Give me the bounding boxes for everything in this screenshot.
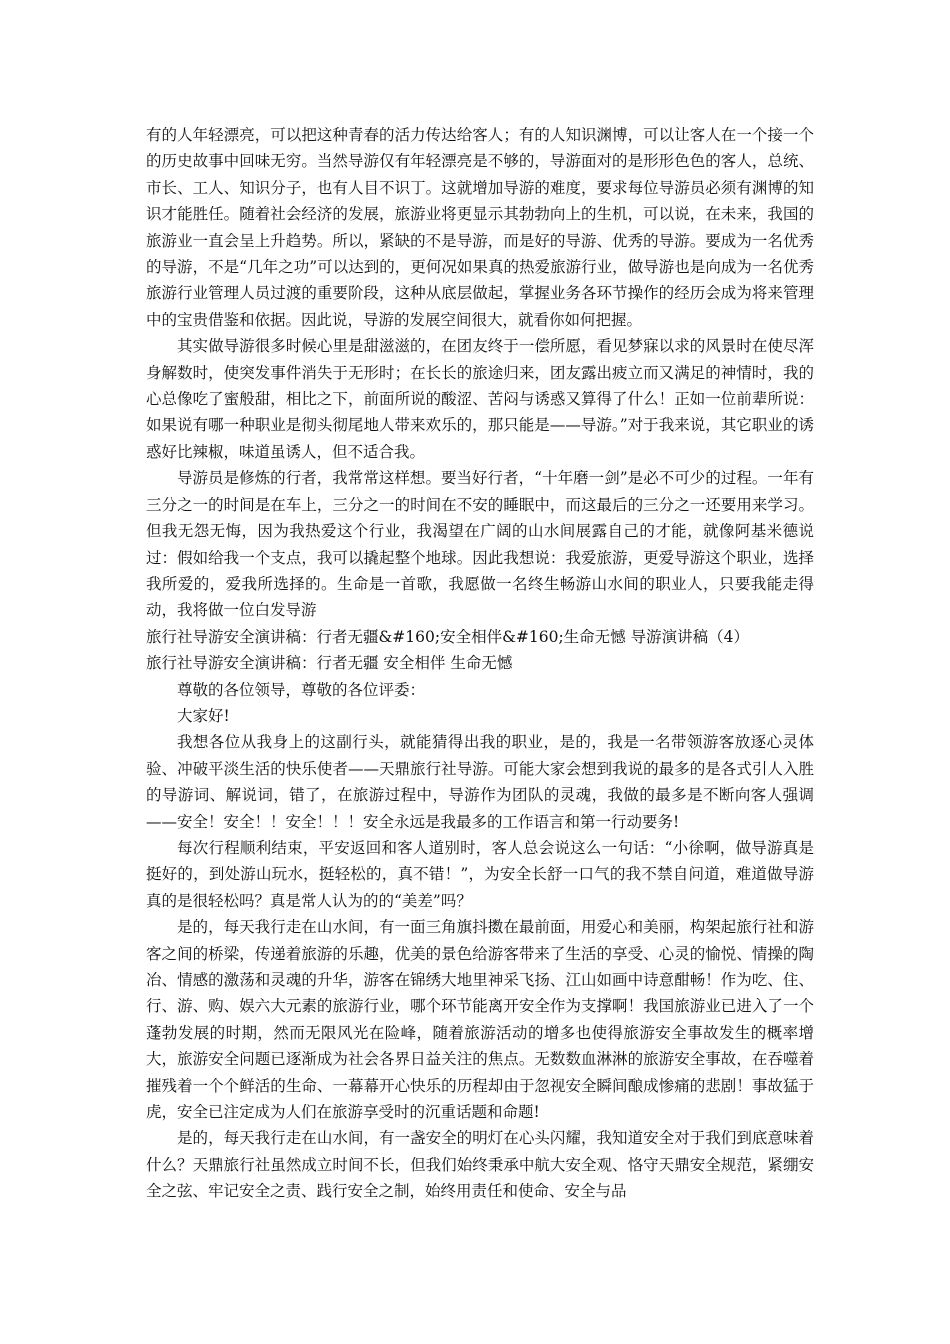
speech-title: 旅行社导游安全演讲稿：行者无疆 安全相伴 生命无憾 — [146, 654, 513, 673]
paragraph-safety-lamp: 是的，每天我行走在山水间，有一盏安全的明灯在心头闪耀，我知道安全对于我们到底意味着什么？天鼎旅行社虽然成立时间不长，但我们始终秉承中航大安全观、恪守天鼎安全规范，紧绷安全之弦、牢记安全之责、践行安全之制，始终用责任和使命、安全与品 — [146, 1129, 814, 1201]
greeting: 大家好! — [177, 706, 230, 725]
paragraph-sweetness: 其实做导游很多时候心里是甜滋滋的，在团友终于一偿所愿，看见梦寐以求的风景时在使尽浑身解数时，使突发事件消失于无形时；在长长的旅途归来，团友露出疲立而又满足的神情时，我的心总像吃了蜜般甜，相比之下，前面所说的酸涩、苦闷与诱惑又算得了什么！正如一位前辈所说：如果说有哪一种职业是彻头彻尾地人带来欢乐的，那只能是——导游。”对于我来说，其它职业的诱惑好比辣椒，味道虽诱人，但不适合我。 — [146, 337, 814, 461]
salutation: 尊敬的各位领导，尊敬的各位评委： — [177, 680, 426, 699]
paragraph-intro-continued: 有的人年轻漂亮，可以把这种青春的活力传达给客人；有的人知识渊博，可以让客人在一个接一个的历史故事中回味无穷。当然导游仅有年轻漂亮是不够的，导游面对的是形形色色的客人，总统、市长、工人、知识分子，也有人目不识丁。这就增加导游的难度，要求每位导游员必须有渊博的知识才能胜任。随着社会经济的发展，旅游业将更显示其勃勃向上的生机，可以说，在未来，我国的旅游业一直会呈上升趋势。所以，紧缺的不是导游，而是好的导游、优秀的导游。要成为一名优秀的导游，不是“几年之功”可以达到的，更何况如果真的热爱旅游行业，做导游也是向成为一名优秀旅游行业管理人员过渡的重要阶段，这种从底层做起，掌握业务各环节操作的经历会成为将来管理中的宝贵借鉴和依据。因此说，导游的发展空间很大，就看你如何把握。 — [146, 126, 814, 329]
paragraph-profession: 我想各位从我身上的这副行头，就能猜得出我的职业，是的，我是一名带领游客放逐心灵体验、冲破平淡生活的快乐使者——天鼎旅行社导游。可能大家会想到我说的最多的是各式引人入胜的导游词、解说词，错了，在旅游过程中，导游作为团队的灵魂，我做的最多是不断向客人强调——安全！安全！！安全！！！安全永远是我最多的工作语言和第一行动要务! — [146, 733, 814, 831]
document-body — [146, 122, 814, 1205]
paragraph-practitioner: 导游员是修炼的行者，我常常这样想。要当好行者，“十年磨一剑”是必不可少的过程。一年有三分之一的时间是在车上，三分之一的时间在不安的睡眠中，而这最后的三分之一还要用来学习。但我无怨无悔，因为我热爱这个行业，我渴望在广阔的山水间展露自己的才能，就像阿基米德说过：假如给我一个支点，我可以撬起整个地球。因此我想说：我爱旅游，更爱导游这个职业，选择我所爱的，爱我所选择的。生命是一首歌，我愿做一名终生畅游山水间的职业人，只要我能走得动，我将做一位白发导游 — [146, 469, 814, 620]
paragraph-mountains-rivers: 是的，每天我行走在山水间，有一面三角旗抖擞在最前面，用爱心和美丽，构架起旅行社和游客之间的桥梁，传递着旅游的乐趣，优美的景色给游客带来了生活的享受、心灵的愉悦、情操的陶冶、情感的激荡和灵魂的升华，游客在锦绣大地里神采飞扬、江山如画中诗意酣畅！作为吃、住、行、游、购、娱六大元素的旅游行业，哪个环节能离开安全作为支撑啊！我国旅游业已进入了一个蓬勃发展的时期，然而无限风光在险峰，随着旅游活动的增多也使得旅游安全事故发生的概率增大，旅游安全问题已逐渐成为社会各界日益关注的焦点。无数数血淋淋的旅游安全事故，在吞噬着摧残着一个个鲜活的生命、一幕幕开心快乐的历程却由于忽视安全瞬间酿成惨痛的悲剧！事故猛于虎，安全已注定成为人们在旅游享受时的沉重话题和命题! — [146, 918, 814, 1122]
paragraph-farewell: 每次行程顺利结束，平安返回和客人道别时，客人总会说这么一句话：“小徐啊，做导游真是挺好的，到处游山玩水，挺轻松的，真不错！”，为安全长舒一口气的我不禁自问道，难道做导游真的是很轻松吗？真是常人认为的的“美差”吗？ — [146, 838, 814, 910]
section-heading: 旅行社导游安全演讲稿：行者无疆&#160;安全相伴&#160;生命无憾 导游演讲稿（4） — [146, 627, 749, 646]
